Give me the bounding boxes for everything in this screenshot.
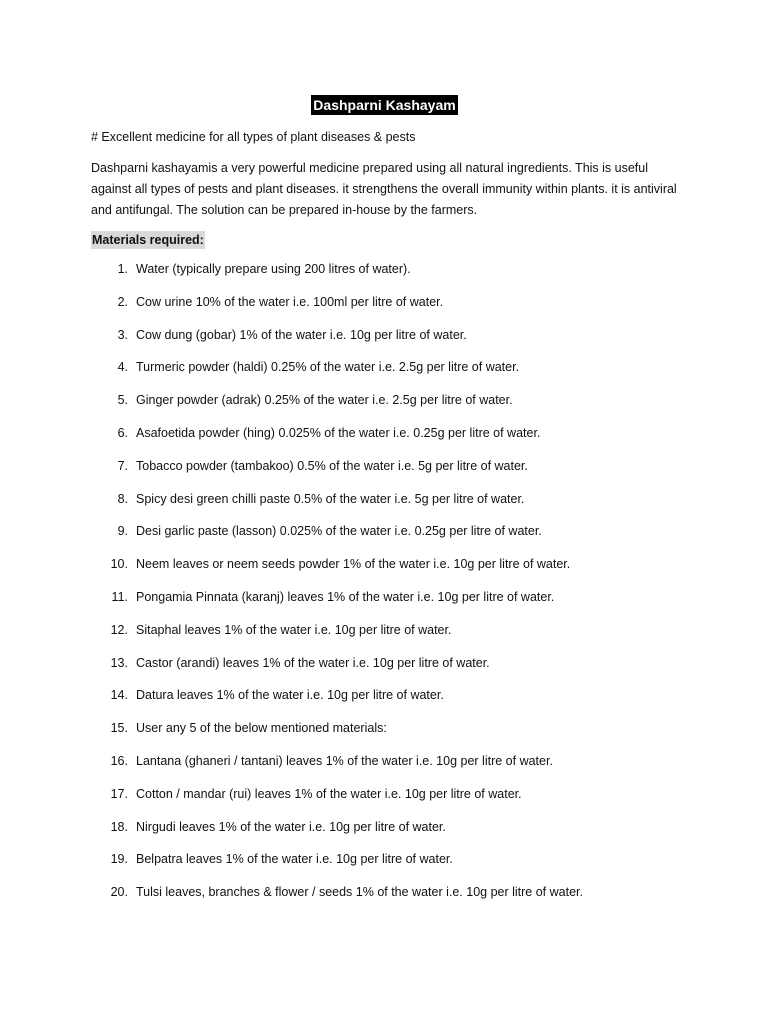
list-item <box>91 851 678 884</box>
list-item-text: Desi garlic paste (lasson) 0.025% of the water i.e. 0.25g per litre of water. <box>136 524 542 539</box>
list-item <box>91 327 678 360</box>
list-item <box>91 786 678 819</box>
list-item-number: 19. <box>110 852 128 867</box>
list-item-number: 15. <box>110 721 128 736</box>
list-item <box>91 425 678 458</box>
intro-paragraph: Dashparni kashayamis a very powerful medicine prepared using all natural ingredients. This is useful against all types of pests and plant diseases. it strengthens the overall immunity within plants. it is antiviral and antifungal. The solution can be prepared in-house by the farmers. <box>91 161 677 217</box>
list-item-number: 1. <box>117 262 128 276</box>
list-item-text: Water (typically prepare using 200 litres of water). <box>136 262 411 276</box>
list-item <box>91 720 678 753</box>
list-item-number: 14. <box>110 688 128 703</box>
list-item-text: Tobacco powder (tambakoo) 0.5% of the water i.e. 5g per litre of water. <box>136 458 528 473</box>
list-item-text: Sitaphal leaves 1% of the water i.e. 10g per litre of water. <box>136 622 452 637</box>
list-item-text: Cotton / mandar (rui) leaves 1% of the water i.e. 10g per litre of water. <box>136 786 522 801</box>
list-item-text: Pongamia Pinnata (karanj) leaves 1% of the water i.e. 10g per litre of water. <box>136 589 555 604</box>
list-item-number: 11. <box>111 589 128 604</box>
list-item-number: 10. <box>110 557 128 572</box>
list-item <box>91 622 678 655</box>
list-item-text: Belpatra leaves 1% of the water i.e. 10g per litre of water. <box>136 852 453 867</box>
list-item-text: Lantana (ghaneri / tantani) leaves 1% of the water i.e. 10g per litre of water. <box>136 753 553 768</box>
list-item <box>91 261 678 294</box>
list-item-number: 13. <box>110 655 128 670</box>
list-item <box>91 556 678 589</box>
list-item-text: Neem leaves or neem seeds powder 1% of the water i.e. 10g per litre of water. <box>136 557 571 572</box>
list-item <box>91 491 678 524</box>
list-item-number: 3. <box>117 327 128 342</box>
list-item-number: 20. <box>110 885 128 900</box>
materials-heading-container <box>91 231 678 261</box>
tagline: # Excellent medicine for all types of plant diseases & pests <box>91 130 416 144</box>
list-item-number: 16. <box>110 753 128 768</box>
list-item-number: 4. <box>117 360 128 375</box>
list-item-text: Asafoetida powder (hing) 0.025% of the water i.e. 0.25g per litre of water. <box>136 425 541 440</box>
document-title: Dashparni Kashayam <box>313 97 456 113</box>
list-item <box>91 655 678 688</box>
list-item-text: Tulsi leaves, branches & flower / seeds 1% of the water i.e. 10g per litre of water. <box>136 885 583 900</box>
list-item-text: Ginger powder (adrak) 0.25% of the water i.e. 2.5g per litre of water. <box>136 393 513 408</box>
list-item <box>91 392 678 425</box>
list-item <box>91 523 678 556</box>
list-item <box>91 458 678 491</box>
list-item-text: Cow dung (gobar) 1% of the water i.e. 10g per litre of water. <box>136 327 467 342</box>
list-item-number: 5. <box>117 393 128 408</box>
list-item-number: 18. <box>110 819 128 834</box>
list-item-number: 8. <box>117 491 128 506</box>
title-container <box>91 95 678 115</box>
list-item-text: Turmeric powder (haldi) 0.25% of the water i.e. 2.5g per litre of water. <box>136 360 520 375</box>
list-item-text: Spicy desi green chilli paste 0.5% of the water i.e. 5g per litre of water. <box>136 491 525 506</box>
list-item-number: 7. <box>117 458 128 473</box>
list-item-text: Nirgudi leaves 1% of the water i.e. 10g per litre of water. <box>136 819 446 834</box>
materials-heading: Materials required: <box>92 233 204 247</box>
list-item-text: Datura leaves 1% of the water i.e. 10g per litre of water. <box>136 688 444 703</box>
list-item-number: 6. <box>117 425 128 440</box>
list-item <box>91 819 678 852</box>
list-item-text: Castor (arandi) leaves 1% of the water i.e. 10g per litre of water. <box>136 655 490 670</box>
list-item <box>91 294 678 327</box>
list-item-text: Cow urine 10% of the water i.e. 100ml per litre of water. <box>136 294 444 309</box>
list-item <box>91 884 678 917</box>
list-item <box>91 687 678 720</box>
list-item-number: 9. <box>117 524 128 539</box>
list-item-number: 2. <box>117 294 128 309</box>
list-item <box>91 753 678 786</box>
list-item-text: User any 5 of the below mentioned materials: <box>136 721 387 736</box>
list-item-number: 12. <box>110 622 128 637</box>
list-item-number: 17. <box>110 786 128 801</box>
list-item <box>91 589 678 622</box>
materials-list <box>91 261 678 917</box>
list-item <box>91 359 678 392</box>
